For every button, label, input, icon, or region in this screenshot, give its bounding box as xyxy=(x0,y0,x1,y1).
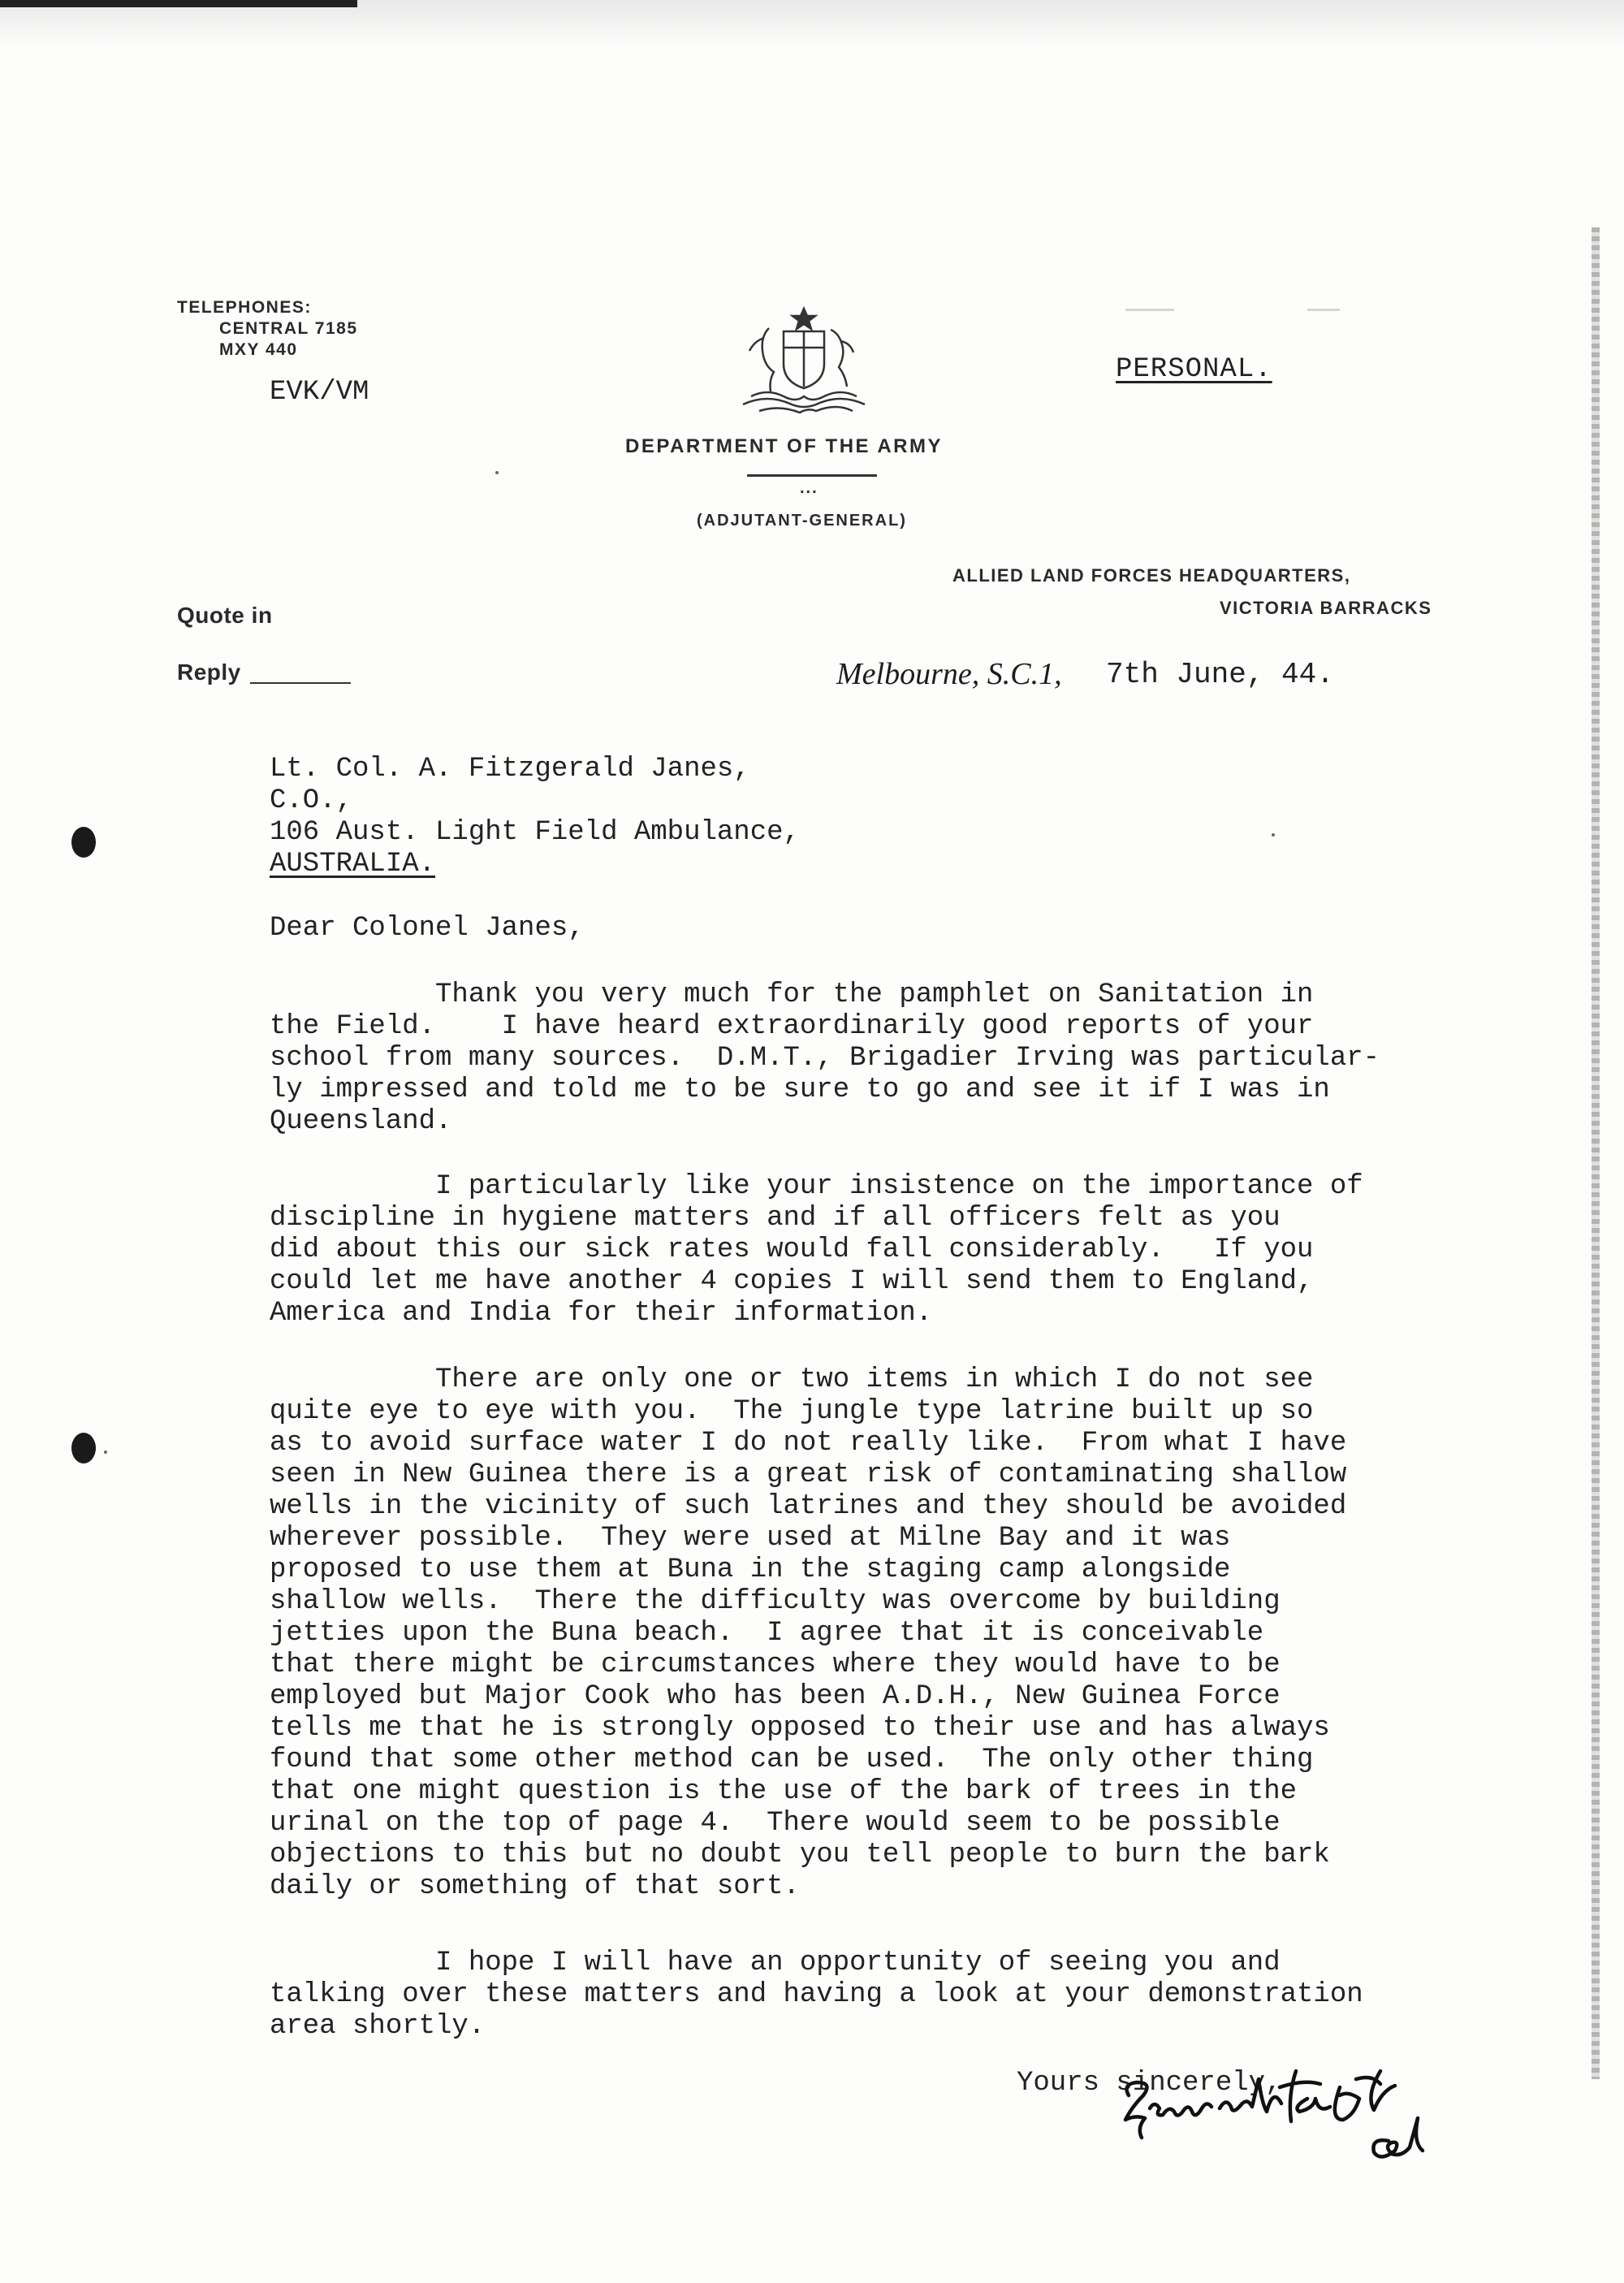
handwritten-signature xyxy=(1112,2063,1453,2168)
address-line: 106 Aust. Light Field Ambulance, xyxy=(270,817,800,848)
body-line: shallow wells. There the difficulty was overcome by building xyxy=(270,1586,1281,1617)
body-line: wells in the vicinity of such latrines and they should be avoided xyxy=(270,1491,1347,1522)
speck xyxy=(1272,833,1275,837)
body-line: school from many sources. D.M.T., Brigadier Irving was particular- xyxy=(270,1043,1380,1074)
body-line: wherever possible. They were used at Milne Bay and it was xyxy=(270,1523,1231,1554)
body-line: ly impressed and told me to be sure to go and see it if I was in xyxy=(270,1074,1330,1105)
telephone-mxy: MXY 440 xyxy=(219,340,298,359)
scan-top-edge xyxy=(0,0,357,7)
speck xyxy=(495,471,499,474)
body-line: that one might question is the use of the bark of trees in the xyxy=(270,1776,1298,1807)
body-line: could let me have another 4 copies I will send them to England, xyxy=(270,1266,1314,1297)
punch-hole xyxy=(71,827,96,858)
department-name: DEPARTMENT OF THE ARMY xyxy=(625,435,943,457)
scan-top-shadow xyxy=(0,0,1624,49)
body-line: that there might be circumstances where they would have to be xyxy=(270,1650,1281,1680)
branch-name: (ADJUTANT-GENERAL) xyxy=(697,512,907,530)
paragraph-3 xyxy=(270,1364,1346,1903)
body-line: area shortly. xyxy=(270,2011,486,2042)
headquarters-name: ALLIED LAND FORCES HEADQUARTERS, xyxy=(952,565,1351,586)
body-line: Queensland. xyxy=(270,1106,452,1137)
address-line: Lt. Col. A. Fitzgerald Janes, xyxy=(270,754,750,785)
letter-date: 7th June, 44. xyxy=(1106,658,1334,691)
body-line: the Field. I have heard extraordinarily good reports of your xyxy=(270,1011,1314,1042)
body-line: America and India for their information. xyxy=(270,1298,933,1329)
body-line: discipline in hygiene matters and if all officers felt as you xyxy=(270,1203,1281,1234)
telephones-label: TELEPHONES: xyxy=(177,298,312,317)
paragraph-1 xyxy=(270,979,1380,1138)
paragraph-4 xyxy=(270,1948,1363,2043)
scan-right-edge xyxy=(1592,227,1600,2079)
body-line: talking over these matters and having a look at your demonstration xyxy=(270,1979,1363,2010)
reply-label: Reply xyxy=(177,659,241,685)
coat-of-arms-crest-icon xyxy=(735,305,873,423)
body-line: employed but Major Cook who has been A.D.H., New Guinea Force xyxy=(270,1681,1281,1712)
body-line: did about this our sick rates would fall considerably. If you xyxy=(270,1234,1314,1265)
body-line: proposed to use them at Buna in the staging camp alongside xyxy=(270,1554,1231,1585)
body-line: Thank you very much for the pamphlet on Sanitation in xyxy=(270,979,1314,1010)
closing: Yours sincerely, xyxy=(1017,2068,1282,2099)
body-line: seen in New Guinea there is a great risk of contaminating shallow xyxy=(270,1459,1347,1490)
reference-initials: EVK/VM xyxy=(270,377,369,408)
personal-marking: PERSONAL. xyxy=(1116,354,1272,385)
paragraph-2 xyxy=(270,1171,1363,1330)
separator-dots: ... xyxy=(800,479,818,497)
recipient-address xyxy=(270,754,800,880)
smudge-mark xyxy=(1125,309,1174,311)
place-line: Melbourne, S.C.1, xyxy=(836,657,1062,691)
barracks-name: VICTORIA BARRACKS xyxy=(1220,598,1432,618)
body-line: I particularly like your insistence on the importance of xyxy=(270,1171,1363,1202)
body-line: daily or something of that sort. xyxy=(270,1871,800,1902)
body-line: There are only one or two items in which I do not see xyxy=(270,1364,1314,1395)
telephone-central: CENTRAL 7185 xyxy=(219,319,358,338)
body-line: urinal on the top of page 4. There would seem to be possible xyxy=(270,1808,1281,1839)
quote-in-label: Quote in xyxy=(177,603,273,628)
body-line: objections to this but no doubt you tell people to burn the bark xyxy=(270,1840,1330,1870)
body-line: quite eye to eye with you. The jungle type latrine built up so xyxy=(270,1396,1314,1427)
body-line: tells me that he is strongly opposed to their use and has always xyxy=(270,1713,1330,1744)
salutation: Dear Colonel Janes, xyxy=(270,913,585,944)
telephones-block xyxy=(177,297,358,361)
department-rule xyxy=(747,474,877,477)
smudge-mark xyxy=(1307,309,1340,311)
body-line: as to avoid surface water I do not really like. From what I have xyxy=(270,1428,1347,1459)
address-line: AUSTRALIA. xyxy=(270,849,436,880)
punch-hole xyxy=(71,1433,96,1464)
address-line: C.O., xyxy=(270,785,353,816)
body-line: jetties upon the Buna beach. I agree that it is conceivable xyxy=(270,1618,1264,1649)
body-line: found that some other method can be used. The only other thing xyxy=(270,1745,1314,1775)
speck xyxy=(104,1451,107,1454)
reply-blank-line xyxy=(250,682,351,684)
body-line: I hope I will have an opportunity of seeing you and xyxy=(270,1948,1281,1978)
